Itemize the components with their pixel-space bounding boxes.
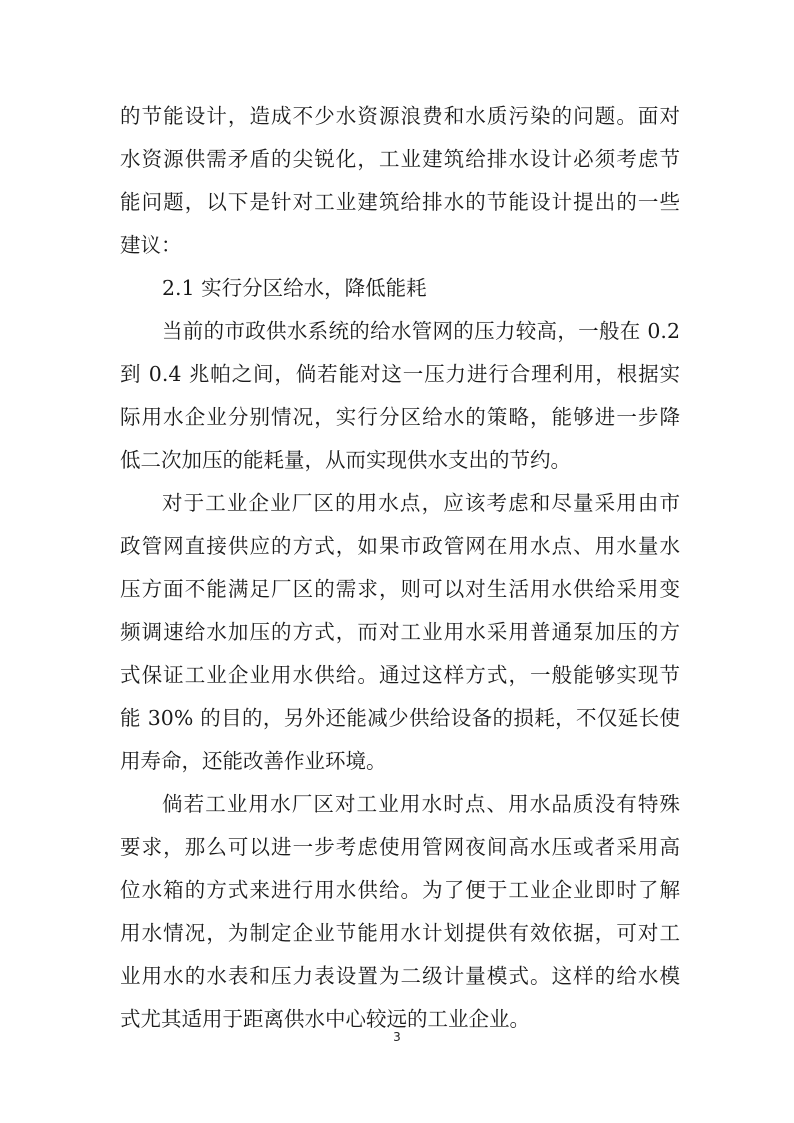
paragraph-line: 当前的市政供水系统的给水管网的压力较高，一般在 0.2 [162,319,680,343]
paragraph-line: 对于工业企业厂区的用水点，应该考虑和尽量采用由市 [162,491,680,515]
paragraph-line: 倘若工业用水厂区对工业用水时点、用水品质没有特殊 [162,792,680,816]
paragraph-line: 政管网直接供应的方式，如果市政管网在用水点、用水量水 [120,534,680,558]
paragraph-line: 式保证工业企业用水供给。通过这样方式，一般能够实现节 [120,663,680,687]
paragraph-line: 的节能设计，造成不少水资源浪费和水质污染的问题。面对 [120,104,680,128]
paragraph-line: 能 30% 的目的，另外还能减少供给设备的损耗，不仅延长使 [120,706,680,730]
paragraph-line: 低二次加压的能耗量，从而实现供水支出的节约。 [120,448,571,472]
paragraph-line: 建议： [120,233,182,257]
paragraph-line: 能问题，以下是针对工业建筑给排水的节能设计提出的一些 [120,190,680,214]
paragraph-line: 际用水企业分别情况，实行分区给水的策略，能够进一步降 [120,405,680,429]
paragraph-line: 式尤其适用于距离供水中心较远的工业企业。 [120,1007,530,1031]
paragraph-line: 位水箱的方式来进行用水供给。为了便于工业企业即时了解 [120,878,680,902]
paragraph-line: 到 0.4 兆帕之间，倘若能对这一压力进行合理利用，根据实 [120,362,680,386]
paragraph-line: 用水情况，为制定企业节能用水计划提供有效依据，可对工 [120,921,680,945]
paragraph-line: 压方面不能满足厂区的需求，则可以对生活用水供给采用变 [120,577,680,601]
page-number: 3 [393,1030,401,1044]
paragraph-line: 频调速给水加压的方式，而对工业用水采用普通泵加压的方 [120,620,680,644]
paragraph-line: 水资源供需矛盾的尖锐化，工业建筑给排水设计必须考虑节 [120,147,680,171]
section-heading: 2.1 实行分区给水，降低能耗 [162,276,427,300]
paragraph-line: 要求，那么可以进一步考虑使用管网夜间高水压或者采用高 [120,835,680,859]
paragraph-line: 用寿命，还能改善作业环境。 [120,749,387,773]
paragraph-line: 业用水的水表和压力表设置为二级计量模式。这样的给水模 [120,964,680,988]
